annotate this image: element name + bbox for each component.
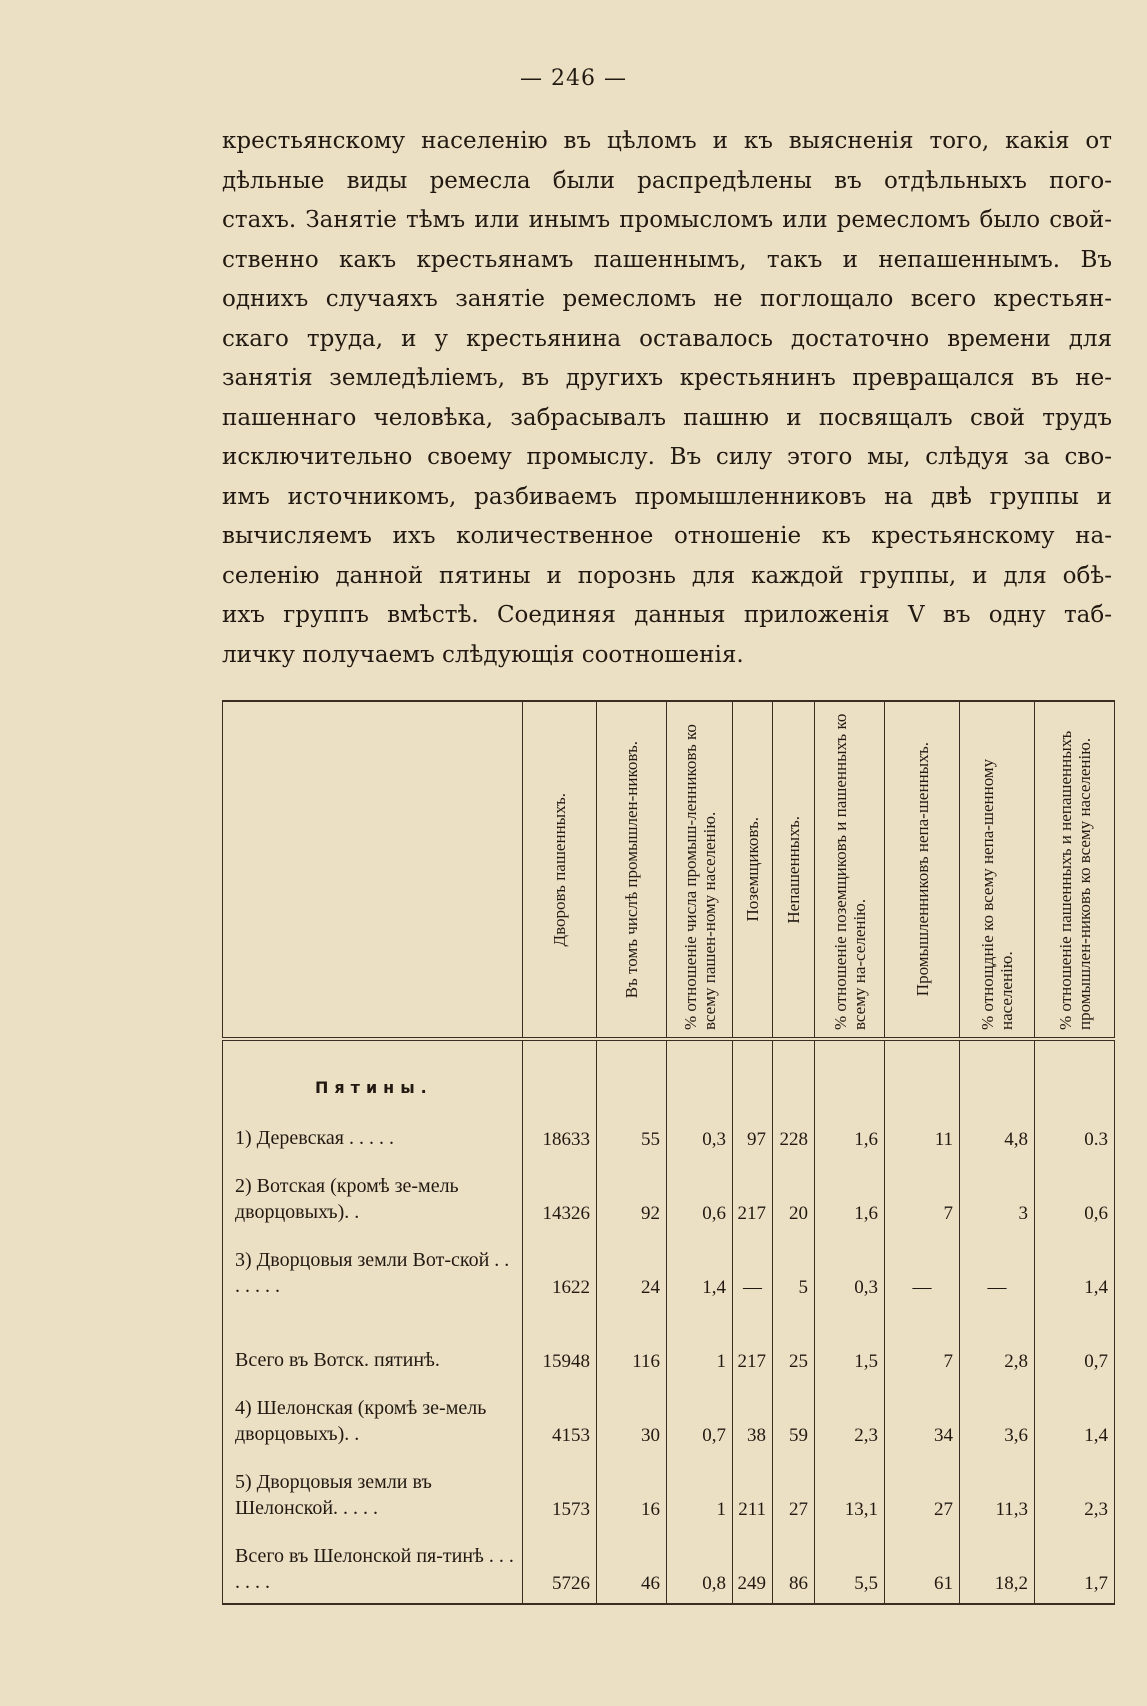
paragraph-line: селенію данной пятины и порознь для каждой группы, и для обѣ- [222,562,1112,589]
table-cell: 4,8 [960,1039,1035,1159]
table-cell: — [885,1233,960,1307]
table-row [223,1307,1115,1381]
column-header [1035,701,1115,1039]
paragraph-line: личку получаемъ слѣдующія соотношенія. [222,641,744,668]
column-header [773,701,815,1039]
column-header-label: Непашенныхъ. [784,815,803,924]
table-cell: 116 [597,1307,667,1381]
column-header-label: % отношеніе числа промыш-ленниковъ ко всему пашен-ному населенію. [680,723,719,1030]
table-cell: 86 [773,1529,815,1604]
table-cell: 1573 [523,1455,597,1529]
paragraph-line: занятія земледѣліемъ, въ другихъ крестьянинъ превращался въ не- [222,365,1112,391]
table-cell: 92 [597,1159,667,1233]
table-cell: 5726 [523,1529,597,1604]
column-header [885,701,960,1039]
table-cell: 20 [773,1159,815,1233]
column-header-label: % отношеніе пашенныхъ и непашенныхъ промышлен-никовъ ко всему населенію. [1055,730,1094,1030]
table-cell: 217 [733,1307,773,1381]
table-cell: 0,6 [667,1159,733,1233]
table-cell: 97 [733,1039,773,1159]
column-header-label: Въ томъ числѣ промышлен-никовъ. [622,740,641,999]
column-header-label: Промышленниковъ непа-шенныхъ. [912,742,932,997]
paragraph-line: скаго труда, и у крестьянина оставалось достаточно времени для [222,325,1112,352]
header-corner [223,701,523,1039]
row-label-cell [223,1039,523,1159]
table-row [223,1039,1115,1159]
table-cell: 0,7 [1035,1307,1115,1381]
row-label: 5) Дворцовыя земли въ Шелонской. . . . . [235,1471,432,1519]
row-label-cell [223,1159,523,1233]
row-label-cell [223,1455,523,1529]
page-number: — 246 — [520,66,627,91]
table-cell: 1,4 [1035,1233,1115,1307]
table-cell: 7 [885,1159,960,1233]
table-cell: 217 [733,1159,773,1233]
column-header-label: % отнощдніе ко всему непа-шенному населенію. [978,758,1016,1030]
table-row [223,1233,1115,1307]
table-cell: 5 [773,1233,815,1307]
row-label: 4) Шелонская (кромѣ зе-мель дворцовыхъ). . [235,1397,487,1445]
column-header-label: % отношеніе поземщиковъ и пашенныхъ ко всему на-селенію. [830,713,869,1030]
table-cell: 14326 [523,1159,597,1233]
table-cell: 30 [597,1381,667,1455]
column-header [733,701,773,1039]
paragraph-line: ихъ группъ вмѣстѣ. Соединяя данныя приложенія V въ одну таб- [222,602,1112,628]
paragraph-line: дѣльные виды ремесла были распредѣлены въ отдѣльныхъ пого- [222,167,1112,194]
table-cell: 15948 [523,1307,597,1381]
table-cell: 61 [885,1529,960,1604]
column-header [523,701,597,1039]
table-cell: 0.3 [1035,1039,1115,1159]
table-cell: 24 [597,1233,667,1307]
table-cell: 1,4 [667,1233,733,1307]
paragraph-line: исключительно своему промыслу. Въ силу этого мы, слѣдуя за сво- [222,444,1112,470]
table-cell: 1 [667,1307,733,1381]
table-row [223,1159,1115,1233]
table-cell: 27 [773,1455,815,1529]
row-label-cell [223,1307,523,1381]
table-cell: 1622 [523,1233,597,1307]
table-cell: 5,5 [815,1529,885,1604]
row-label-cell [223,1233,523,1307]
table-cell: — [960,1233,1035,1307]
table-cell: 7 [885,1307,960,1381]
body-paragraph [222,122,1112,675]
row-label: Всего въ Шелонской пя-тинѣ . . . . . . . [235,1545,514,1593]
table-cell: 0,3 [667,1039,733,1159]
statistics-table-container [222,700,1114,1594]
table-body [223,1039,1115,1604]
table-cell: 4153 [523,1381,597,1455]
table-cell: 1,4 [1035,1381,1115,1455]
table-cell: 3 [960,1159,1035,1233]
table-cell: 46 [597,1529,667,1604]
table-cell: 1,5 [815,1307,885,1381]
table-cell: 1 [667,1455,733,1529]
row-label: 1) Деревская . . . . . [235,1127,394,1149]
paragraph-line: вычисляемъ ихъ количественное отношеніе къ крестьянскому на- [222,523,1112,549]
row-label-cell [223,1529,523,1604]
paragraph-line: имъ источникомъ, разбиваемъ промышленниковъ на двѣ группы и [222,483,1112,510]
table-cell: 25 [773,1307,815,1381]
paragraph-line: ственно какъ крестьянамъ пашеннымъ, такъ и непашеннымъ. Въ [222,246,1112,273]
row-label: 3) Дворцовыя земли Вот-ской . . . . . . . [235,1249,510,1297]
table-cell: 38 [733,1381,773,1455]
table-cell: 3,6 [960,1381,1035,1455]
column-header-label: Дворовъ пашенныхъ. [550,792,569,947]
table-cell: 13,1 [815,1455,885,1529]
table-cell: 18,2 [960,1529,1035,1604]
table-row [223,1455,1115,1529]
paragraph-line: однихъ случаяхъ занятіе ремесломъ не поглощало всего крестьян- [222,286,1112,312]
table-cell: 2,3 [1035,1455,1115,1529]
table-cell: 11 [885,1039,960,1159]
paragraph-line: пашеннаго человѣка, забрасывалъ пашню и посвящалъ свой трудъ [222,404,1112,431]
paragraph-line: крестьянскому населенію въ цѣломъ и къ выясненія того, какія от [222,128,1112,154]
table-cell: 18633 [523,1039,597,1159]
table-cell: 2,8 [960,1307,1035,1381]
table-cell: 249 [733,1529,773,1604]
table-cell: 228 [773,1039,815,1159]
column-header [667,701,733,1039]
table-cell: 1,7 [1035,1529,1115,1604]
table-row [223,1529,1115,1604]
table-cell: 0,8 [667,1529,733,1604]
table-cell: 11,3 [960,1455,1035,1529]
table-cell: 1,6 [815,1159,885,1233]
table-row [223,1381,1115,1455]
paragraph-line: стахъ. Занятіе тѣмъ или инымъ промысломъ или ремесломъ было свой- [222,207,1112,233]
column-header-label: Поземщиковъ. [743,817,762,922]
table-cell: 55 [597,1039,667,1159]
row-label-cell [223,1381,523,1455]
table-cell: 1,6 [815,1039,885,1159]
column-header [597,701,667,1039]
table-cell: 16 [597,1455,667,1529]
table-header-row [223,701,1115,1039]
section-title: Пятины. [315,1078,433,1097]
table-cell: 0,6 [1035,1159,1115,1233]
table-cell: 0,3 [815,1233,885,1307]
table-cell: 211 [733,1455,773,1529]
table-cell: 27 [885,1455,960,1529]
table-cell: 59 [773,1381,815,1455]
table-cell: 2,3 [815,1381,885,1455]
statistics-table [222,700,1115,1605]
row-label: Всего въ Вотск. пятинѣ. [235,1349,440,1371]
table-cell: — [733,1233,773,1307]
row-label: 2) Вотская (кромѣ зе-мель дворцовыхъ). . [235,1175,459,1223]
table-cell: 34 [885,1381,960,1455]
column-header [960,701,1035,1039]
table-cell: 0,7 [667,1381,733,1455]
column-header [815,701,885,1039]
